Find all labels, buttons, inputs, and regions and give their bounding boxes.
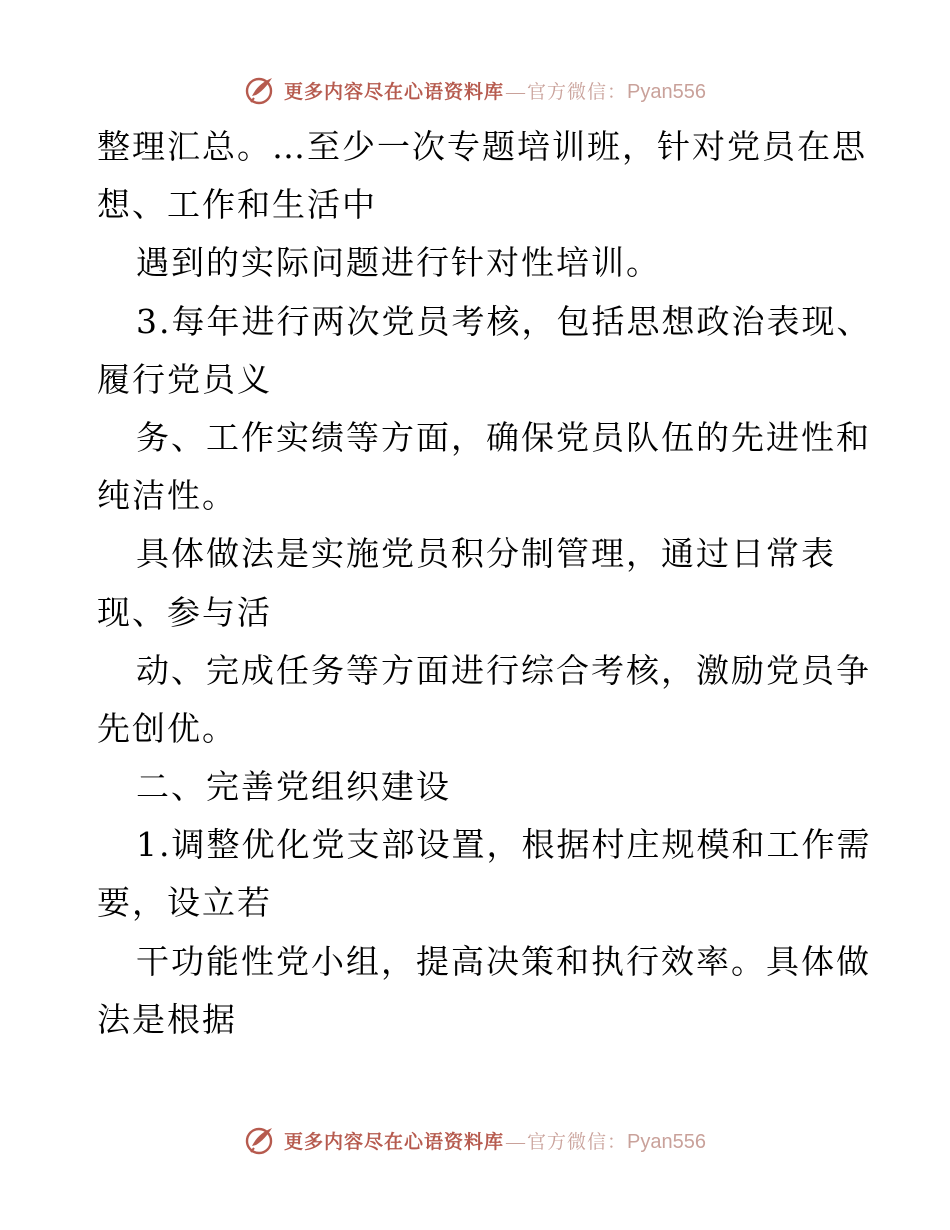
- text-line: 现、参与活: [97, 592, 272, 632]
- watermark-separator: —: [506, 1131, 526, 1153]
- watermark-wechat-label: 官方微信：: [527, 1130, 628, 1153]
- watermark-main-text: 更多内容尽在心语资料库: [284, 80, 505, 103]
- text-line: 务、工作实绩等方面，确保党员队伍的先进性和: [136, 417, 871, 457]
- watermark-wechat-label: 官方微信：: [527, 80, 628, 103]
- text-line: 整理汇总。…至少一次专题培训班，针对党员在思: [97, 127, 867, 166]
- header-watermark: [0, 70, 950, 110]
- text-line: 纯洁性。: [97, 476, 237, 516]
- watermark-wechat-id: Pyan556: [627, 1130, 706, 1153]
- text-line: 1.调整优化党支部设置，根据村庄规模和工作需: [136, 825, 872, 865]
- text-line: 动、完成任务等方面进行综合考核，激励党员争: [136, 650, 871, 690]
- section-heading: 二、完善党组织建设: [136, 767, 451, 807]
- text-line: 具体做法是实施党员积分制管理，通过日常表: [136, 534, 836, 574]
- text-line: 想、工作和生活中: [97, 185, 377, 225]
- text-line: 先创优。: [97, 708, 237, 748]
- quill-logo-icon: [244, 74, 276, 106]
- watermark-main-text: 更多内容尽在心语资料库: [284, 1130, 505, 1153]
- text-line: 法是根据: [97, 999, 237, 1039]
- text-line: 3.每年进行两次党员考核，包括思想政治表现、: [136, 301, 872, 341]
- text-line: 干功能性党小组，提高决策和执行效率。具体做: [136, 941, 871, 981]
- watermark-separator: —: [506, 81, 526, 103]
- footer-watermark: [0, 1120, 950, 1160]
- text-line: 遇到的实际问题进行针对性培训。: [136, 243, 661, 283]
- text-line: 履行党员义: [97, 359, 272, 399]
- quill-logo-icon: [244, 1124, 276, 1156]
- document-body: [97, 118, 872, 1049]
- watermark-wechat-id: Pyan556: [627, 80, 706, 103]
- text-line: 要，设立若: [97, 883, 272, 923]
